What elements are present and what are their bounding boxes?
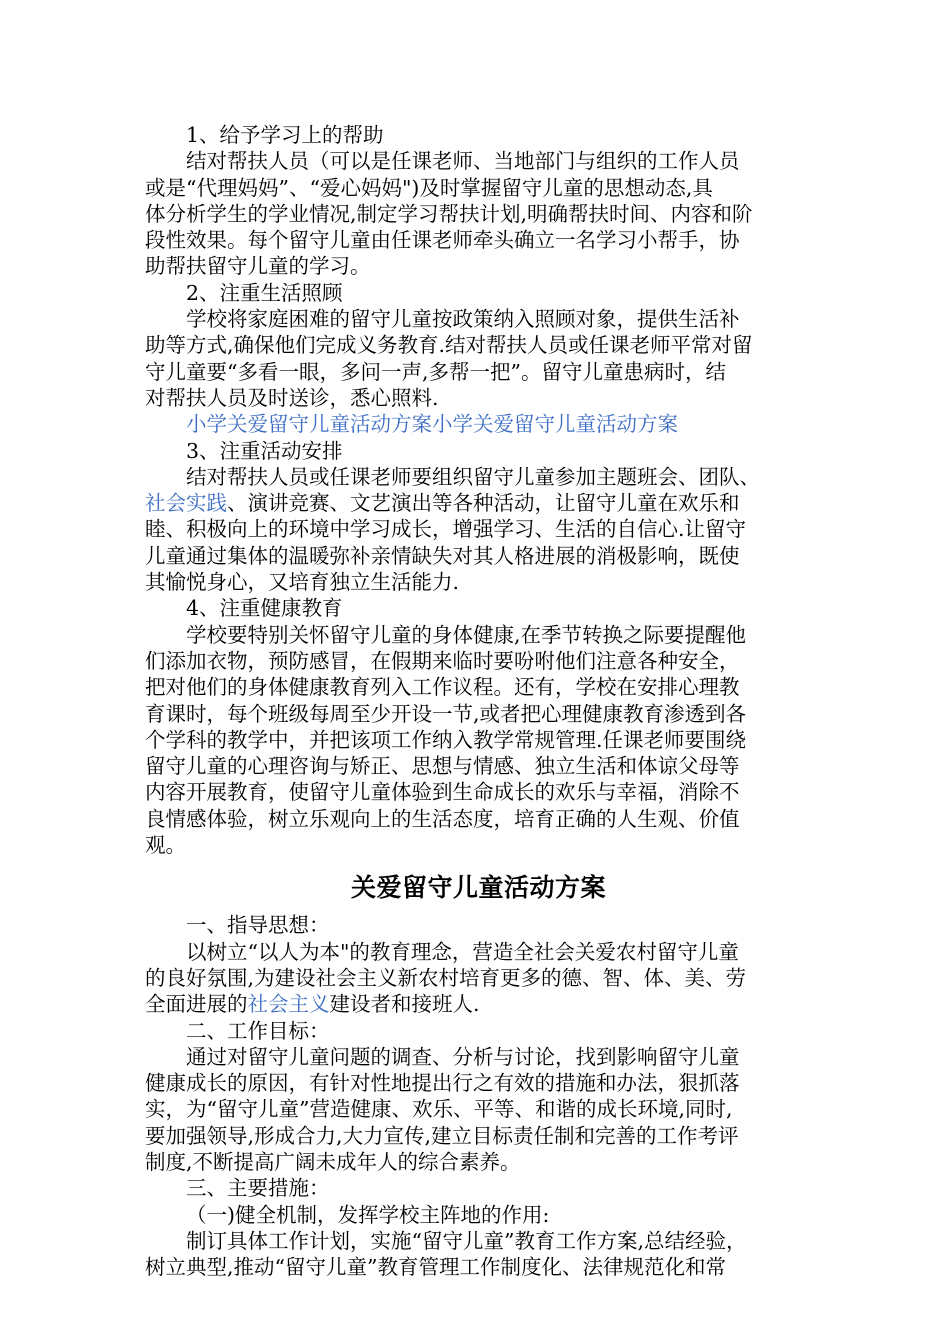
socialism-link[interactable]: 社会主义 xyxy=(247,992,330,1017)
paragraph-line: 对帮扶人员及时送诊，悉心照料. xyxy=(145,385,439,410)
paragraph-line: 良情感体验，树立乐观向上的生活态度，培育正确的人生观、价值 xyxy=(145,806,740,831)
paragraph-line: 内容开展教育，使留守儿童体验到生命成长的欢乐与幸福，消除不 xyxy=(145,780,740,805)
section-heading: 1、给予学习上的帮助 xyxy=(186,123,384,147)
section-heading: 2、注重生活照顾 xyxy=(186,280,343,305)
paragraph-line: 们添加衣物，预防感冒，在假期来临时要吩咐他们注意各种安全， xyxy=(145,648,740,673)
paragraph-line: 健康成长的原因，有针对性地提出行之有效的措施和办法，狠抓落 xyxy=(145,1071,740,1096)
paragraph-line: 树立典型,推动“留守儿童”教育管理工作制度化、法律规范化和常 xyxy=(145,1255,726,1280)
paragraph-line: 制度,不断提高广阔未成年人的综合素养。 xyxy=(145,1149,521,1174)
paragraph-line: 体分析学生的学业情况,制定学习帮扶计划,明确帮扶时间、内容和阶 xyxy=(145,201,753,226)
section-heading: 二、工作目标： xyxy=(186,1018,330,1043)
paragraph-line: 把对他们的身体健康教育列入工作议程。还有，学校在安排心理教 xyxy=(145,675,740,700)
paragraph-line: 个学科的教学中，并把该项工作纳入教学常规管理.任课老师要围绕 xyxy=(145,727,747,752)
paragraph-line: 以树立“以人为本"的教育理念，营造全社会关爱农村留守儿童 xyxy=(186,939,739,964)
paragraph-line: 的良好氛围,为建设社会主义新农村培育更多的德、智、体、美、劳 xyxy=(145,965,747,990)
paragraph-line: 助帮扶留守儿童的学习。 xyxy=(145,254,371,279)
section-heading: 三、主要措施： xyxy=(186,1176,330,1201)
paragraph-line xyxy=(145,991,812,1017)
section-heading: 4、注重健康教育 xyxy=(186,596,343,621)
paragraph-line: 助等方式,确保他们完成义务教育.结对帮扶人员或任课老师平常对留 xyxy=(145,333,753,358)
paragraph-line: 通过对留守儿童问题的调查、分析与讨论，找到影响留守儿童 xyxy=(186,1044,740,1069)
related-article-link[interactable]: 小学关爱留守儿童活动方案小学关爱留守儿童活动方案 xyxy=(186,412,678,437)
paragraph-line: 观。 xyxy=(145,833,186,858)
paragraph-line: 或是“代理妈妈”、“爱心妈妈")及时掌握留守儿童的思想动态,具 xyxy=(145,175,713,200)
paragraph-line: 要加强领导,形成合力,大力宣传,建立目标责任制和完善的工作考评 xyxy=(145,1123,739,1148)
paragraph-line xyxy=(145,490,812,516)
paragraph-line: 学校将家庭困难的留守儿童按政策纳入照顾对象，提供生活补 xyxy=(186,307,740,332)
section-heading: 3、注重活动安排 xyxy=(186,438,343,463)
paragraph-line: 实，为“留守儿童”营造健康、欢乐、平等、和谐的成长环境,同时, xyxy=(145,1097,733,1122)
sub-heading: （一)健全机制，发挥学校主阵地的作用: xyxy=(186,1202,550,1227)
paragraph-line: 结对帮扶人员（可以是任课老师、当地部门与组织的工作人员 xyxy=(186,149,740,174)
document-title: 关爱留守儿童活动方案 xyxy=(350,873,606,903)
paragraph-line: 结对帮扶人员或任课老师要组织留守儿童参加主题班会、团队、 xyxy=(186,464,760,489)
paragraph-line: 儿童通过集体的温暖弥补亲情缺失对其人格进展的消极影响，既使 xyxy=(145,543,740,568)
paragraph-text: 全面进展的 xyxy=(145,992,248,1017)
paragraph-line: 留守儿童的心理咨询与矫正、思想与情感、独立生活和体谅父母等 xyxy=(145,754,740,779)
paragraph-line: 守儿童要“多看一眼，多问一声,多帮一把”。留守儿童患病时，结 xyxy=(145,359,726,384)
paragraph-line: 其愉悦身心，又培育独立生活能力. xyxy=(145,570,460,595)
paragraph-text: 建设者和接班人. xyxy=(329,992,480,1017)
section-heading: 一、指导思想： xyxy=(186,913,330,938)
paragraph-text: 、演讲竞赛、文艺演出等各种活动，让留守儿童在欢乐和 xyxy=(227,491,740,516)
social-practice-link[interactable]: 社会实践 xyxy=(145,491,227,516)
paragraph-line: 育课时，每个班级每周至少开设一节,或者把心理健康教育渗透到各 xyxy=(145,701,747,726)
paragraph-line: 制订具体工作计划，实施“留守儿童”教育工作方案,总结经验， xyxy=(186,1228,747,1253)
paragraph-line: 段性效果。每个留守儿童由任课老师牵头确立一名学习小帮手，协 xyxy=(145,228,740,253)
paragraph-line: 睦、积极向上的环境中学习成长，增强学习、生活的自信心.让留守 xyxy=(145,517,747,542)
paragraph-line: 学校要特别关怀留守儿童的身体健康,在季节转换之际要提醒他 xyxy=(186,622,747,647)
